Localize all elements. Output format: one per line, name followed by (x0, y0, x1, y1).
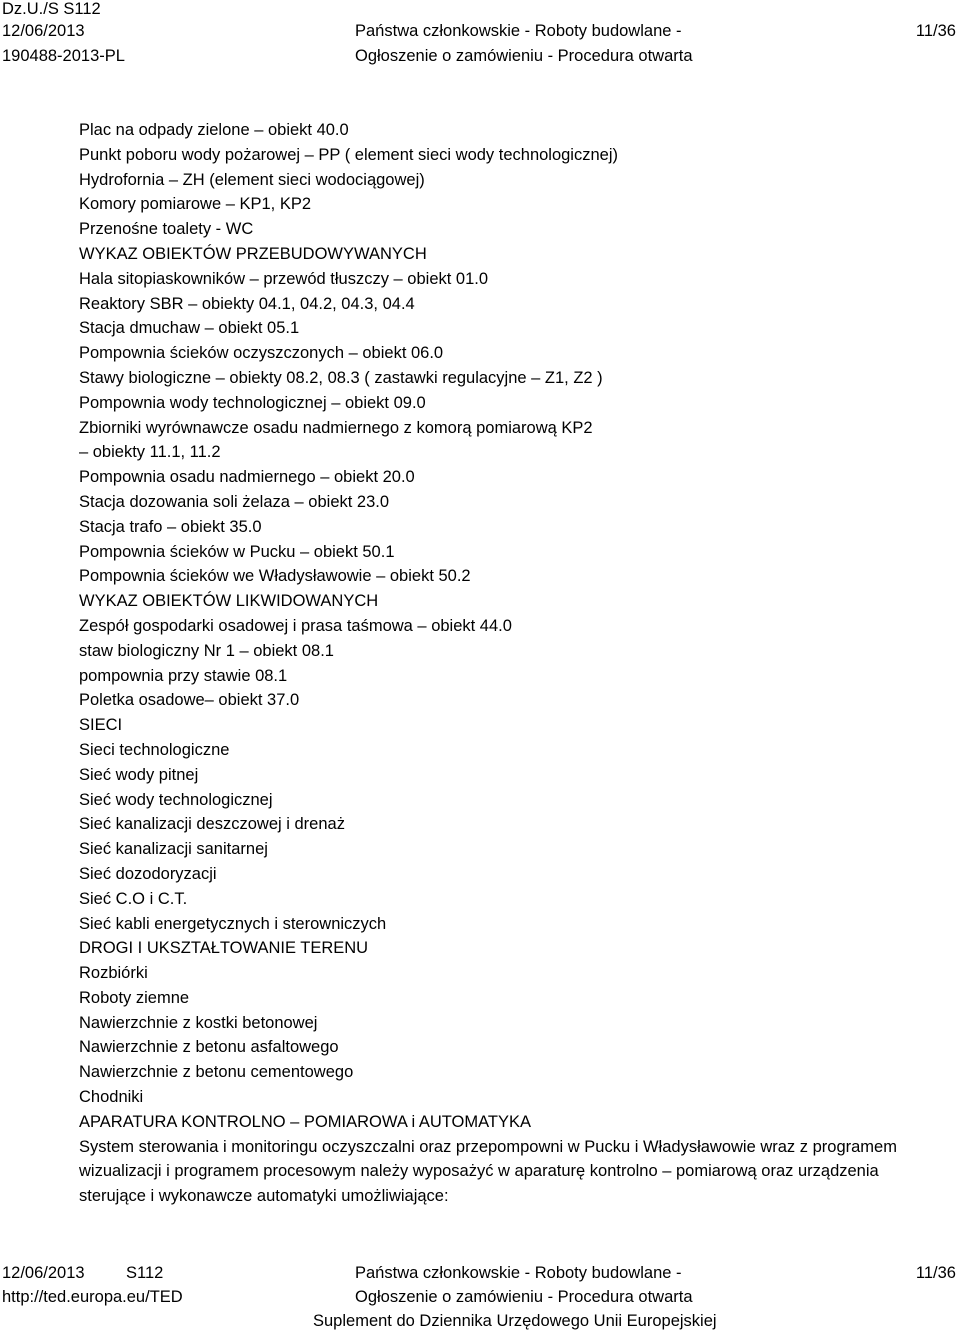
body-line: Nawierzchnie z betonu asfaltowego (79, 1038, 339, 1057)
body-line: Sieć kanalizacji sanitarnej (79, 840, 268, 859)
body-line: Stacja trafo – obiekt 35.0 (79, 517, 262, 536)
body-line: Nawierzchnie z betonu cementowego (79, 1063, 354, 1082)
body-line: Stacja dmuchaw – obiekt 05.1 (79, 319, 300, 338)
header-title-line1: Państwa członkowskie - Roboty budowlane - (355, 22, 682, 40)
footer-title-line1: Państwa członkowskie - Roboty budowlane - (355, 1264, 682, 1282)
body-line: Zespół gospodarki osadowej i prasa taśmowa – obiekt 44.0 (79, 616, 512, 635)
doc-id: Dz.U./S S112 (2, 0, 101, 18)
body-line: Poletka osadowe– obiekt 37.0 (79, 691, 300, 710)
body-line: Chodniki (79, 1088, 144, 1107)
body-line: Sieć kanalizacji deszczowej i drenaż (79, 815, 345, 834)
body-line: Pompownia osadu nadmiernego – obiekt 20.0 (79, 468, 415, 487)
header-date: 12/06/2013 (2, 22, 85, 40)
body-line: Sieć dozodoryzacji (79, 864, 217, 883)
body-line: SIECI (79, 716, 123, 735)
body-line: Pompownia ścieków w Pucku – obiekt 50.1 (79, 542, 395, 561)
body-line: – obiekty 11.1, 11.2 (79, 443, 221, 462)
body-line: Stawy biologiczne – obiekty 08.2, 08.3 ( zastawki regulacyjne – Z1, Z2 ) (79, 368, 603, 387)
page-footer (0, 1262, 960, 1334)
body-line: Rozbiórki (79, 964, 148, 983)
body-line: Sieć wody pitnej (79, 765, 199, 784)
body-line: Komory pomiarowe – KP1, KP2 (79, 195, 312, 214)
body-line: Hala sitopiaskowników – przewód tłuszczy – obiekt 01.0 (79, 269, 489, 288)
body-line: Pompownia ścieków oczyszczonych – obiekt 06.0 (79, 344, 444, 363)
body-line: Pompownia wody technologicznej – obiekt 09.0 (79, 393, 426, 412)
body-line: Plac na odpady zielone – obiekt 40.0 (79, 121, 349, 139)
header-title-line2: Ogłoszenie o zamówieniu - Procedura otwarta (355, 47, 693, 65)
body-line: Sieć wody technologicznej (79, 790, 273, 809)
body-line: WYKAZ OBIEKTÓW LIKWIDOWANYCH (79, 592, 379, 611)
footer-supplement: Suplement do Dziennika Urzędowego Unii Europejskiej (313, 1312, 717, 1330)
body-line: WYKAZ OBIEKTÓW PRZEBUDOWYWANYCH (79, 244, 427, 263)
paragraph-line: sterujące i wykonawcze automatyki umożliwiające: (79, 1187, 449, 1206)
object-list (79, 118, 957, 1135)
footer-date: 12/06/2013 (2, 1264, 85, 1282)
body-line: staw biologiczny Nr 1 – obiekt 08.1 (79, 641, 334, 660)
body-line: Sieć C.O i C.T. (79, 889, 188, 908)
paragraph-line: System sterowania i monitoringu oczyszczalni oraz przepompowni w Pucku i Władysławowie wraz z programem (79, 1137, 897, 1156)
body-line: Roboty ziemne (79, 988, 190, 1007)
footer-url: http://ted.europa.eu/TED (2, 1288, 183, 1306)
body-line: Nawierzchnie z kostki betonowej (79, 1013, 318, 1032)
notice-number: 190488-2013-PL (2, 47, 125, 65)
body-line: Reaktory SBR – obiekty 04.1, 04.2, 04.3, 04.4 (79, 294, 415, 313)
page-header (0, 0, 960, 70)
body-line: Zbiorniki wyrównawcze osadu nadmiernego z komorą pomiarową KP2 (79, 418, 593, 437)
paragraph-line: wizualizacji i programem procesowym należy wyposażyć w aparaturę kontrolno – pomiarową oraz urządzenia (79, 1162, 879, 1181)
body-line: Sieć kabli energetycznych i sterowniczych (79, 914, 387, 933)
body-line: Pompownia ścieków we Władysławowie – obiekt 50.2 (79, 567, 471, 586)
body-line: Hydrofornia – ZH (element sieci wodociągowej) (79, 170, 425, 189)
footer-page-number: 11/36 (915, 1264, 956, 1282)
body-line: pompownia przy stawie 08.1 (79, 666, 288, 685)
body-line: DROGI I UKSZTAŁTOWANIE TERENU (79, 939, 369, 958)
body-line: Sieci technologiczne (79, 740, 230, 759)
description-paragraph (79, 1135, 957, 1209)
header-page-number: 11/36 (915, 22, 956, 40)
body-line: Punkt poboru wody pożarowej – PP ( element sieci wody technologicznej) (79, 145, 618, 164)
document-body (79, 118, 957, 1209)
body-line: Przenośne toalety - WC (79, 220, 254, 239)
body-line: APARATURA KONTROLNO – POMIAROWA i AUTOMATYKA (79, 1112, 531, 1131)
footer-title-line2: Ogłoszenie o zamówieniu - Procedura otwarta (355, 1288, 693, 1306)
footer-series: S112 (126, 1264, 164, 1282)
body-line: Stacja dozowania soli żelaza – obiekt 23.0 (79, 492, 390, 511)
